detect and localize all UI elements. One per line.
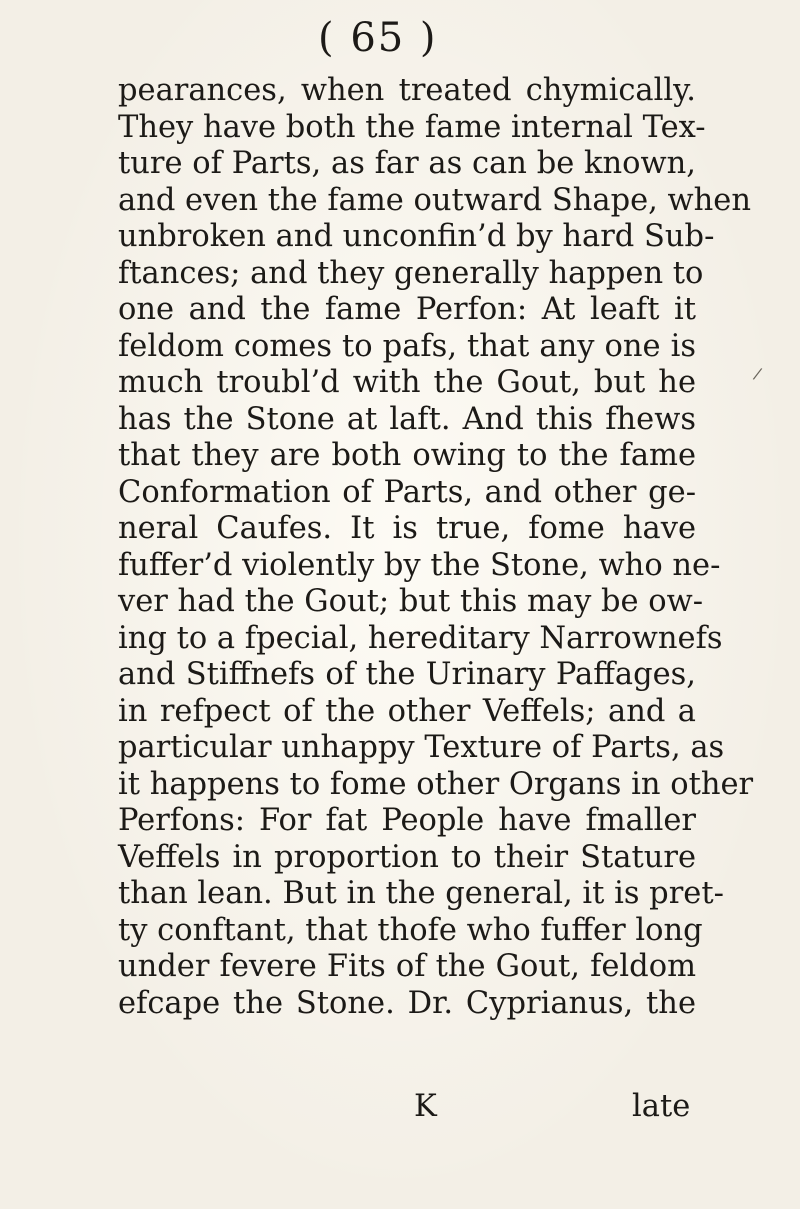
text-line: ing to a fpecial, hereditary Narrownefs	[118, 620, 723, 656]
page-number: ( 65 )	[318, 15, 438, 61]
text-line: under fevere Fits of the Gout, feldom	[118, 949, 696, 984]
text-line: it happens to fome other Organs in other	[118, 766, 754, 802]
text-line: ty conftant, that thofe who fuffer long	[118, 912, 703, 948]
text-line: efcape the Stone. Dr. Cyprianus, the	[118, 985, 696, 1021]
margin-mark: /	[751, 363, 764, 384]
text-line: Veffels in proportion to their Stature	[118, 839, 696, 875]
text-line: than lean. But in the general, it is pret-	[118, 876, 724, 911]
text-line: ftances; and they generally happen to	[118, 255, 704, 291]
text-line: Conformation of Parts, and other ge-	[118, 474, 696, 510]
text-line: particular unhappy Texture of Parts, as	[118, 730, 725, 765]
text-line: and Stiffnefs of the Urinary Paffages,	[118, 657, 696, 692]
catchword: late	[632, 1089, 691, 1124]
text-line: in refpect of the other Veffels; and a	[118, 693, 696, 729]
text-line: unbroken and unconfin’d by hard Sub-	[118, 219, 715, 254]
text-line: has the Stone at laft. And this fhews	[118, 401, 696, 437]
text-line: and even the fame outward Shape, when	[118, 182, 751, 218]
text-line: one and the fame Perfon: At leaft it	[118, 292, 696, 327]
text-line: that they are both owing to the fame	[118, 438, 696, 473]
body-text	[118, 73, 754, 1022]
text-line: neral Caufes. It is true, fome have	[118, 511, 696, 546]
text-line: Perfons: For fat People have fmaller	[118, 803, 696, 838]
text-line: feldom comes to pafs, that any one is	[118, 328, 696, 364]
text-line: much troubl’d with the Gout, but he	[118, 365, 696, 400]
signature-mark: K	[414, 1089, 437, 1124]
text-line: ver had the Gout; but this may be ow-	[118, 584, 704, 619]
text-line: pearances, when treated chymically.	[118, 73, 696, 108]
text-line: fuffer’d violently by the Stone, who ne-	[118, 547, 721, 583]
text-line: They have both the fame internal Tex-	[118, 109, 706, 145]
text-line: ture of Parts, as far as can be known,	[118, 146, 696, 181]
